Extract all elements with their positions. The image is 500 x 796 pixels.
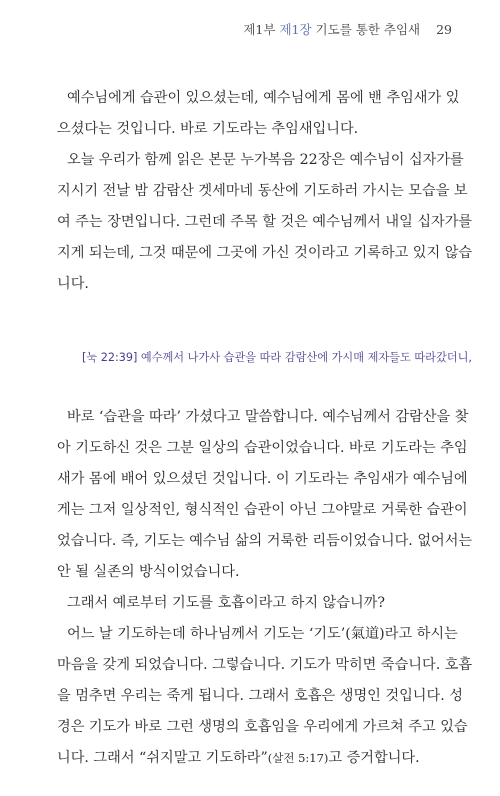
text-line: 니다. xyxy=(57,276,89,292)
text-line: 마음을 갖게 되었습니다. 그렇습니다. 기도가 막히면 죽습니다. 호흡 xyxy=(57,657,473,673)
text-line: 그래서 예로부터 기도를 호흡이라고 하지 않습니까? xyxy=(67,595,385,611)
text-line: 아 기도하신 것은 그분 일상의 습관이었습니다. 바로 기도라는 추임 xyxy=(57,440,468,456)
text-line: 을 멈추면 우리는 죽게 됩니다. 그래서 호흡은 생명인 것입니다. 성 xyxy=(57,688,463,704)
text-line: 새가 몸에 배어 있으셨던 것입니다. 이 기도라는 추임새가 예수님에 xyxy=(57,471,468,487)
text-line: 오늘 우리가 함께 읽은 본문 누가복음 22장은 예수님이 십자가를 xyxy=(67,152,464,168)
text-line: 안 될 실존의 방식이었습니다. xyxy=(57,564,240,580)
page-number: 29 xyxy=(436,22,452,37)
text-line: 여 주는 장면입니다. 그런데 주목 할 것은 예수님께서 내일 십자가를 xyxy=(57,214,473,230)
running-header xyxy=(243,20,452,38)
text-line xyxy=(57,751,450,765)
text-line: 바로 ‘습관을 따라’ 가셨다고 말씀합니다. 예수님께서 감람산을 찾 xyxy=(67,409,469,425)
scripture-quote: [눅 22:39] 예수께서 나가사 습관을 따라 감람산에 가시매 제자들도 따라갔더니, xyxy=(82,351,472,364)
text-line: 게는 그저 일상적인, 형식적인 습관이 아닌 그야말로 거룩한 습관이 xyxy=(57,502,468,518)
text-segment: 니다. 그래서 “쉬지말고 기도하라” xyxy=(57,750,268,766)
text-segment: 고 증거합니다. xyxy=(328,750,420,766)
text-line: 으셨다는 것입니다. 바로 기도라는 추임새입니다. xyxy=(57,121,359,137)
part-label: 제1부 xyxy=(243,22,276,37)
text-line: 예수님에게 습관이 있으셨는데, 예수님에게 몸에 밴 추임새가 있 xyxy=(67,90,460,106)
bible-citation: (살전 5:17) xyxy=(267,751,329,765)
text-line: 지게 되는데, 그것 때문에 그곳에 가신 것이라고 기록하고 있지 않습 xyxy=(57,245,473,261)
chapter-title: 기도를 통한 추임새 xyxy=(315,22,421,37)
text-line: 었습니다. 즉, 기도는 예수님 삶의 거룩한 리듬이었습니다. 없어서는 xyxy=(57,533,473,549)
chapter-label: 제1장 xyxy=(279,22,312,37)
text-line: 지시기 전날 밤 감람산 겟세마네 동산에 기도하러 가시는 모습을 보 xyxy=(57,183,468,199)
text-line: 경은 기도가 바로 그런 생명의 호흡임을 우리에게 가르쳐 주고 있습 xyxy=(57,719,468,735)
text-line: 어느 날 기도하는데 하나님께서 기도는 ‘기도’(氣道)라고 하시는 xyxy=(67,626,458,642)
